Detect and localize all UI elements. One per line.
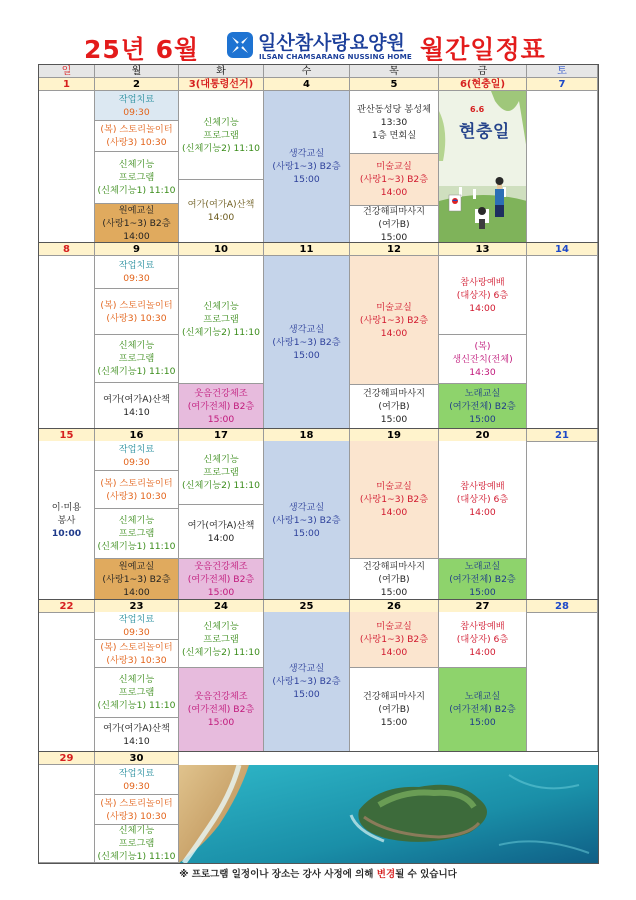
day-10: 10	[179, 243, 264, 256]
activity-walk: 여가(여가A)산책 14:00	[179, 505, 264, 559]
document-title: 월간일정표	[420, 35, 546, 64]
activity-story: (복) 스토리놀이터 (사랑3) 10:30	[95, 795, 179, 825]
day-25: 25	[264, 600, 350, 613]
activity-laugh-exercise: 웃음건강체조 (여가전체) B2층 15:00	[179, 384, 264, 429]
activity-singing: 노래교실 (여가전체) B2층 15:00	[439, 384, 527, 429]
day-14-cell	[527, 256, 598, 429]
activity-work-therapy: 작업치료 09:30	[95, 256, 179, 289]
poster-date: 6.6	[470, 105, 485, 114]
activity-work-therapy: 작업치료 09:30	[95, 91, 179, 121]
day-5: 5	[350, 78, 439, 91]
day-7-cell	[527, 91, 598, 243]
day-21: 21	[527, 429, 598, 442]
day-2: 2	[95, 78, 179, 91]
activity-work-therapy: 작업치료 09:30	[95, 612, 179, 640]
footnote-text-end: 될 수 있습니다	[395, 869, 457, 880]
activity-story: (복) 스토리놀이터 (사랑3) 10:30	[95, 640, 179, 668]
activity-laugh-exercise: 웃음건강체조 (여가전체) B2층 15:00	[179, 668, 264, 752]
weekday-mon: 월	[95, 65, 179, 78]
activity-story: (복) 스토리놀이터 (사랑3) 10:30	[95, 471, 179, 509]
activity-worship: 참사랑예배 (대상자) 6층 14:00	[439, 256, 527, 335]
logo-icon	[226, 31, 254, 59]
org-name: 일산참사랑요양원	[258, 32, 405, 54]
title-bar	[0, 28, 636, 68]
day-29-cell	[39, 765, 95, 863]
day-29: 29	[39, 752, 95, 765]
seascape-image	[179, 765, 598, 863]
activity-walk: 여가(여가A)산책 14:10	[95, 383, 179, 429]
day-23: 23	[95, 600, 179, 613]
day-20: 20	[439, 429, 527, 442]
activity-worship: 참사랑예배 (대상자) 6층 14:00	[439, 441, 527, 559]
activity-think: 생각교실 (사랑1~3) B2층 15:00	[264, 441, 350, 600]
activity-physical-2: 신체기능 프로그램 (신체기능2) 11:10	[179, 256, 264, 384]
day-1: 1	[39, 78, 95, 91]
activity-massage: 건강해피마사지 (여가B) 15:00	[350, 385, 439, 429]
activity-laugh-exercise: 웃음건강체조 (여가전체) B2층 15:00	[179, 559, 264, 600]
day-15: 15	[39, 429, 95, 442]
day-3: 3(대통령선거)	[179, 78, 264, 91]
activity-garden: 원예교실 (사랑1~3) B2층 14:00	[95, 204, 179, 243]
activity-art: 미술교실 (사랑1~3) B2층 14:00	[350, 441, 439, 559]
day-9: 9	[95, 243, 179, 256]
activity-singing: 노래교실 (여가전체) B2층 15:00	[439, 559, 527, 600]
footnote	[0, 866, 636, 880]
island-illustration	[179, 765, 598, 863]
weekday-fri: 금	[439, 65, 527, 78]
monthly-calendar	[38, 64, 599, 864]
activity-garden: 원예교실 (사랑1~3) B2층 14:00	[95, 559, 179, 600]
weekday-sun: 일	[39, 65, 95, 78]
day-12: 12	[350, 243, 439, 256]
activity-art: 미술교실 (사랑1~3) B2층 14:00	[350, 154, 439, 206]
day-18: 18	[264, 429, 350, 442]
activity-physical-1: 신체기능 프로그램 (신체기능1) 11:10	[95, 668, 179, 718]
activity-physical-1: 신체기능 프로그램 (신체기능1) 11:10	[95, 335, 179, 383]
activity-physical-1: 신체기능 프로그램 (신체기능1) 11:10	[95, 152, 179, 204]
activity-communion: 관산동성당 봉성체 13:30 1층 면회실	[350, 91, 439, 154]
activity-story: (복) 스토리놀이터 (사랑3) 10:30	[95, 121, 179, 152]
day-1-cell	[39, 91, 95, 243]
activity-physical-2: 신체기능 프로그램 (신체기능2) 11:10	[179, 441, 264, 505]
day-22: 22	[39, 600, 95, 613]
activity-think: 생각교실 (사랑1~3) B2층 15:00	[264, 612, 350, 752]
activity-art: 미술교실 (사랑1~3) B2층 14:00	[350, 256, 439, 385]
activity-massage: 건강해피마사지 (여가B) 15:00	[350, 668, 439, 752]
day-21-cell	[527, 441, 598, 600]
activity-singing: 노래교실 (여가전체) B2층 15:00	[439, 668, 527, 752]
day-17: 17	[179, 429, 264, 442]
day-26: 26	[350, 600, 439, 613]
day-7: 7	[527, 78, 598, 91]
day-8-cell	[39, 256, 95, 429]
day-28: 28	[527, 600, 598, 613]
day-19: 19	[350, 429, 439, 442]
day-8: 8	[39, 243, 95, 256]
day-16: 16	[95, 429, 179, 442]
activity-art: 미술교실 (사랑1~3) B2층 14:00	[350, 612, 439, 668]
day-27: 27	[439, 600, 527, 613]
day-4: 4	[264, 78, 350, 91]
day-13: 13	[439, 243, 527, 256]
weekday-wed: 수	[264, 65, 350, 78]
memorial-day-poster	[439, 91, 527, 243]
weekday-sat: 토	[527, 65, 598, 78]
activity-work-therapy: 작업치료 09:30	[95, 765, 179, 795]
day-14: 14	[527, 243, 598, 256]
activity-physical-1: 신체기능 프로그램 (신체기능1) 11:10	[95, 825, 179, 863]
day-22-cell	[39, 612, 95, 752]
activity-story: (복) 스토리놀이터 (사랑3) 10:30	[95, 289, 179, 335]
title-date: 25년 6월	[84, 35, 200, 64]
activity-think: 생각교실 (사랑1~3) B2층 15:00	[264, 91, 350, 243]
day-30: 30	[95, 752, 179, 765]
activity-massage: 건강해피마사지 (여가B) 15:00	[350, 206, 439, 243]
org-name-english: ILSAN CHAMSARANG NUSSING HOME	[259, 52, 412, 61]
weekday-thu: 목	[350, 65, 439, 78]
activity-physical-2: 신체기능 프로그램 (신체기능2) 11:10	[179, 612, 264, 668]
activity-work-therapy: 작업치료 09:30	[95, 441, 179, 471]
activity-worship: 참사랑예배 (대상자) 6층 14:00	[439, 612, 527, 668]
activity-birthday-party: (복) 생신잔치(전체) 14:30	[439, 335, 527, 384]
activity-physical-2: 신체기능 프로그램 (신체기능2) 11:10	[179, 91, 264, 180]
poster-title: 현충일	[459, 122, 510, 142]
footnote-highlight: 변경	[376, 869, 396, 880]
activity-massage: 건강해피마사지 (여가B) 15:00	[350, 559, 439, 600]
activity-think: 생각교실 (사랑1~3) B2층 15:00	[264, 256, 350, 429]
day-24: 24	[179, 600, 264, 613]
activity-walk: 여가(여가A)산책 14:10	[95, 718, 179, 752]
day-6: 6(현충일)	[439, 78, 527, 91]
activity-beauty-volunteer: 이·미용 봉사 10:00	[39, 441, 95, 600]
footnote-text: ※ 프로그램 일정이나 장소는 강사 사정에 의해	[179, 869, 377, 880]
day-28-cell	[527, 612, 598, 752]
activity-physical-1: 신체기능 프로그램 (신체기능1) 11:10	[95, 509, 179, 559]
weekday-tue: 화	[179, 65, 264, 78]
day-11: 11	[264, 243, 350, 256]
activity-walk: 여가(여가A)산책 14:00	[179, 180, 264, 243]
